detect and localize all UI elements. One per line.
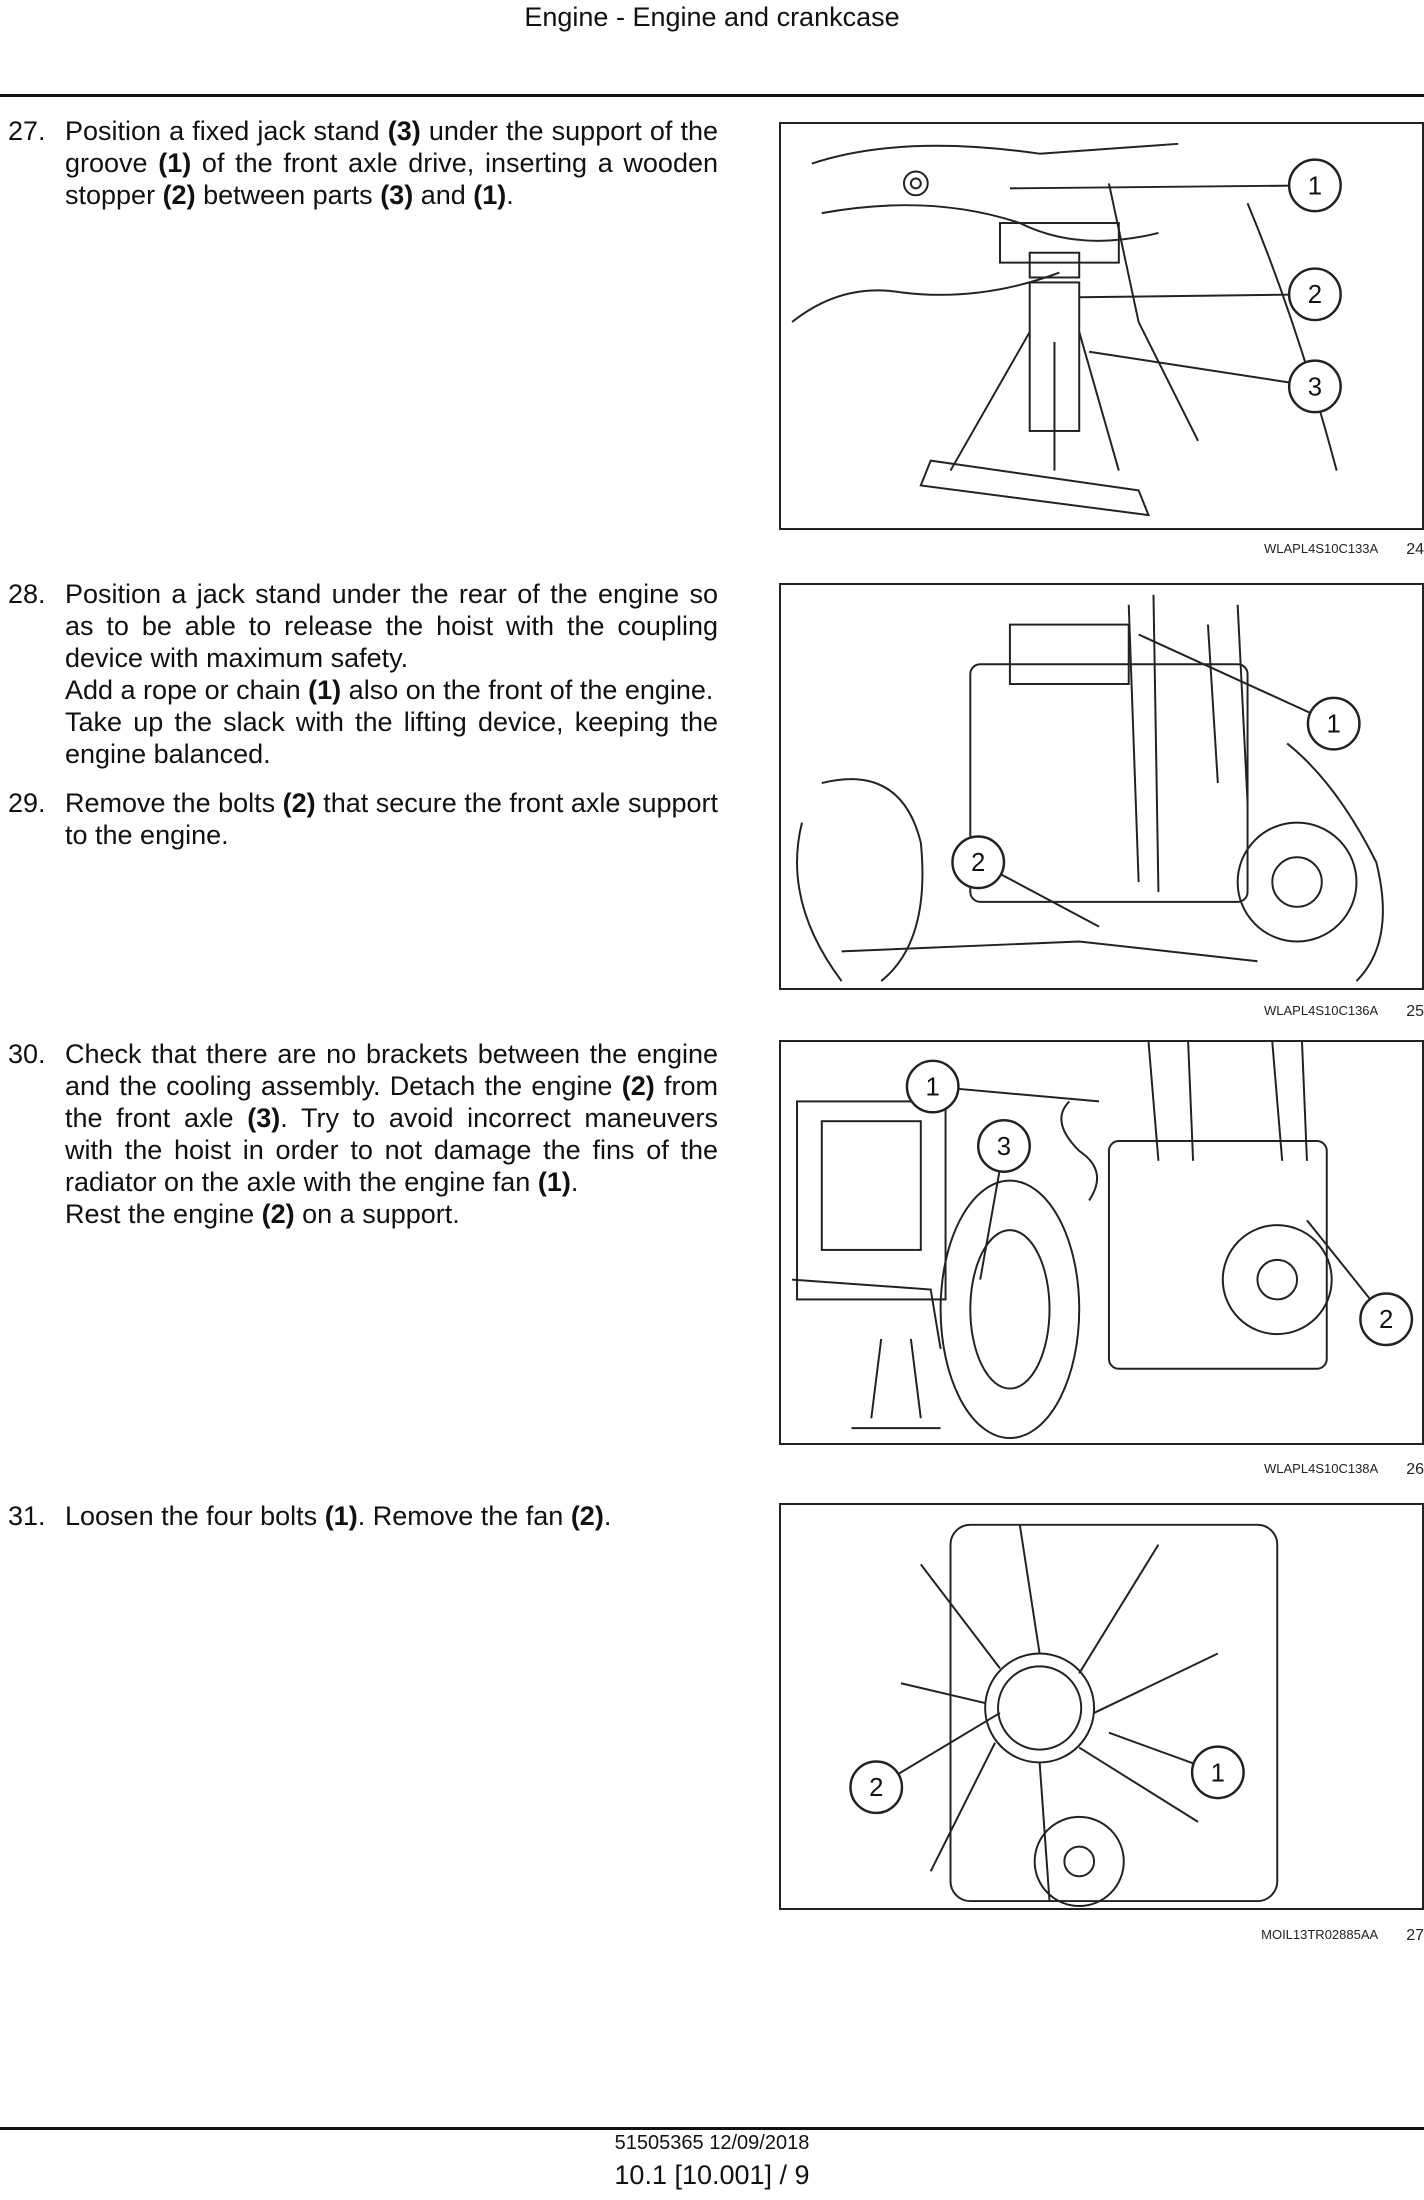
- callout-marker: [1308, 698, 1359, 749]
- step-paragraph: [65, 1198, 718, 1230]
- callout-marker: [1289, 269, 1340, 320]
- part-reference: (1): [158, 148, 192, 178]
- step-text-run: . Remove the fan: [357, 1501, 571, 1531]
- callout-marker: [1289, 361, 1340, 412]
- step-28: [8, 578, 718, 770]
- step-text: [65, 787, 718, 851]
- step-text-run: on a support.: [294, 1199, 460, 1229]
- step-paragraph: [65, 674, 718, 706]
- callout-marker: [978, 1120, 1029, 1171]
- figure-25-caption: [1000, 1003, 1424, 1021]
- step-27: [8, 115, 718, 211]
- callout-marker: [907, 1061, 958, 1112]
- step-text-run: Take up the slack with the lifting device, keeping the engine balanced.: [65, 707, 718, 769]
- step-text: [65, 1500, 718, 1532]
- callout-label: 3: [996, 1132, 1012, 1161]
- step-paragraph: [65, 1500, 718, 1532]
- part-reference: (2): [570, 1501, 604, 1531]
- step-paragraph: [65, 578, 718, 674]
- step-text-run: Position a fixed jack stand: [65, 116, 388, 146]
- step-text-run: under the support of the groove: [65, 116, 718, 178]
- step-30: [8, 1038, 718, 1230]
- step-paragraph: [65, 115, 718, 211]
- figure-code: WLAPL4S10C136A: [1264, 1003, 1379, 1018]
- step-text-run: that secure the front axle support to the engine.: [65, 788, 719, 850]
- figure-25-illustration: [781, 585, 1422, 988]
- figure-number: 26: [1406, 1461, 1424, 1478]
- callout-label: 2: [971, 849, 986, 878]
- step-text-run: from the front axle: [65, 1071, 718, 1133]
- step-text-run: .: [603, 1501, 612, 1531]
- step-paragraph: [65, 787, 718, 851]
- step-number: 31.: [8, 1501, 46, 1531]
- step-31: [8, 1500, 718, 1532]
- step-text-run: also on the front of the engine.: [341, 675, 714, 705]
- figure-number: 25: [1406, 1003, 1424, 1020]
- figure-27-illustration: [781, 1505, 1422, 1908]
- callout-label: 2: [869, 1774, 884, 1803]
- step-text-run: of the front axle drive, inserting a wooden stopper: [65, 148, 719, 210]
- callout-marker: [1192, 1747, 1243, 1798]
- figure-24: [779, 122, 1424, 530]
- figure-26-caption: [1000, 1461, 1424, 1479]
- figure-number: 24: [1406, 541, 1424, 558]
- callout-marker: [850, 1761, 901, 1812]
- callout-label: 2: [1307, 281, 1323, 310]
- part-reference: (1): [537, 1167, 571, 1197]
- figure-25: [779, 583, 1424, 990]
- part-reference: (3): [380, 180, 414, 210]
- step-text-run: .: [570, 1167, 579, 1197]
- figure-code: MOIL13TR02885AA: [1261, 1927, 1379, 1942]
- figure-code: WLAPL4S10C138A: [1264, 1461, 1379, 1476]
- step-text-run: .: [506, 180, 514, 210]
- step-number: 28.: [8, 579, 46, 609]
- callout-label: 1: [1326, 710, 1341, 739]
- step-text-run: Remove the bolts: [65, 788, 283, 818]
- part-reference: (1): [308, 675, 342, 705]
- callout-marker: [1360, 1293, 1411, 1344]
- page-number: 10.1 [10.001] / 9: [614, 2160, 810, 2190]
- step-text: [65, 578, 718, 770]
- step-text-run: Loosen the four bolts: [65, 1501, 325, 1531]
- figure-27: [779, 1503, 1424, 1910]
- step-text: [65, 115, 718, 211]
- step-text-run: and: [413, 180, 474, 210]
- step-paragraph: [65, 706, 718, 770]
- figure-27-caption: [1000, 1927, 1424, 1945]
- step-text-run: between parts: [195, 180, 381, 210]
- step-text-run: . Try to avoid incorrect maneuvers with the hoist in order to not damage the fins of the radiator on the axle with the engine fan: [65, 1103, 718, 1197]
- header-rule: [0, 94, 1424, 97]
- part-reference: (1): [324, 1501, 358, 1531]
- callout-label: 2: [1379, 1306, 1394, 1335]
- figure-24-illustration: [781, 124, 1422, 528]
- page-header: Engine - Engine and crankcase: [524, 2, 900, 32]
- figure-26: [779, 1040, 1424, 1445]
- part-reference: (3): [387, 116, 421, 146]
- figure-24-caption: [1000, 541, 1424, 559]
- part-reference: (2): [621, 1071, 655, 1101]
- figure-number: 27: [1406, 1927, 1424, 1944]
- document-id: 51505365 12/09/2018: [614, 2132, 810, 2154]
- callout-label: 1: [1210, 1759, 1226, 1788]
- callout-marker: [1289, 160, 1340, 211]
- step-number: 29.: [8, 788, 46, 818]
- step-text-run: Position a jack stand under the rear of the engine so as to be able to release the hoist with the coupling device with maximum safety.: [65, 579, 718, 673]
- step-paragraph: [65, 1038, 718, 1198]
- part-reference: (2): [282, 788, 316, 818]
- part-reference: (2): [162, 180, 196, 210]
- step-text-run: Rest the engine: [65, 1199, 262, 1229]
- step-text: [65, 1038, 718, 1230]
- step-number: 30.: [8, 1039, 46, 1069]
- callout-label: 1: [1307, 172, 1323, 201]
- part-reference: (2): [261, 1199, 295, 1229]
- figure-code: WLAPL4S10C133A: [1264, 541, 1379, 556]
- callout-marker: [952, 837, 1003, 888]
- step-number: 27.: [8, 116, 46, 146]
- step-29: [8, 787, 718, 851]
- callout-label: 1: [925, 1073, 940, 1102]
- callout-label: 3: [1307, 373, 1323, 402]
- step-text-run: Check that there are no brackets between the engine and the cooling assembly. Detach the engine: [65, 1039, 718, 1101]
- part-reference: (3): [247, 1103, 281, 1133]
- figure-26-illustration: [781, 1042, 1422, 1443]
- part-reference: (1): [473, 180, 507, 210]
- step-text-run: Add a rope or chain: [65, 675, 309, 705]
- footer-rule: [0, 2127, 1424, 2130]
